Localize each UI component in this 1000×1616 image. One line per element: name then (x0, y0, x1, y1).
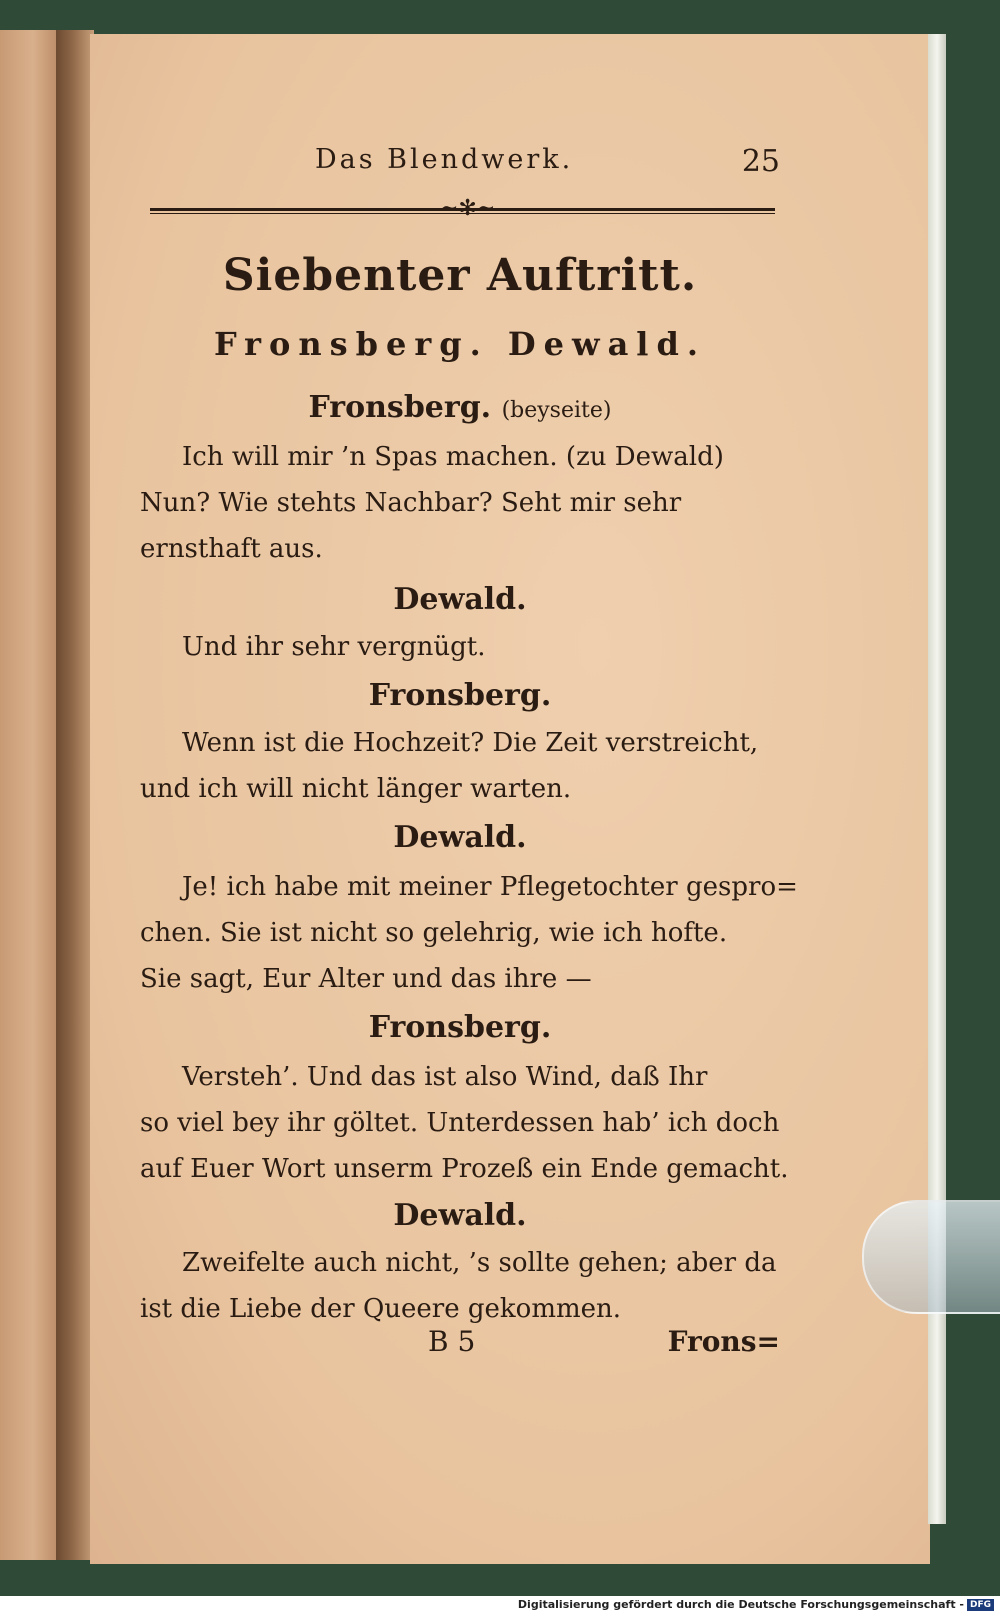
facing-page-edge (0, 30, 60, 1560)
stage-direction: (beyseite) (501, 398, 612, 423)
dialogue-line: Nun? Wie stehts Nachbar? Seht mir sehr (140, 488, 682, 518)
speaker-name (140, 390, 780, 425)
speaker-name: Dewald. (393, 1198, 527, 1233)
signature-mark: B 5 (428, 1325, 476, 1358)
dialogue-line: Je! ich habe mit meiner Pflegetochter gespro= (182, 872, 798, 902)
cast-list: Fronsberg. Dewald. (214, 325, 706, 363)
scanner-page-clip (862, 1200, 1000, 1314)
dialogue-line: ernsthaft aus. (140, 534, 323, 564)
speaker-name: Fronsberg. (368, 678, 552, 713)
dialogue-line: auf Euer Wort unserm Prozeß ein Ende gemacht. (140, 1154, 789, 1184)
credit-text: Digitalisierung gefördert durch die Deutsche Forschungsgemeinschaft - (517, 1598, 964, 1611)
dialogue-line: Und ihr sehr vergnügt. (182, 632, 486, 662)
running-head (140, 140, 780, 180)
digitization-credit (518, 1598, 994, 1611)
ornament-icon: ~✻~ (440, 196, 496, 221)
dialogue-line: Wenn ist die Hochzeit? Die Zeit verstreicht, (182, 728, 759, 758)
ornamental-rule (150, 196, 775, 221)
dialogue-line: Sie sagt, Eur Alter und das ihre — (140, 964, 592, 994)
dialogue-line: Versteh’. Und das ist also Wind, daß Ihr (182, 1062, 708, 1092)
book-gutter (56, 30, 94, 1560)
running-title: Das Blendwerk. (315, 144, 574, 175)
speaker-name: Dewald. (393, 582, 527, 617)
dialogue-line: Zweifelte auch nicht, ’s sollte gehen; aber da (182, 1248, 777, 1278)
dialogue-line: ist die Liebe der Queere gekommen. (140, 1294, 622, 1324)
dialogue-line: Ich will mir ’n Spas machen. (zu Dewald) (182, 442, 724, 472)
dialogue-line: so viel bey ihr göltet. Unterdessen hab’ ich doch (140, 1108, 780, 1138)
dfg-logo-icon: DFG (967, 1599, 994, 1611)
catchword: Frons= (667, 1325, 780, 1358)
scene-title: Siebenter Auftritt. (222, 250, 698, 301)
speaker-label: Fronsberg. (308, 390, 492, 425)
dialogue-line: chen. Sie ist nicht so gelehrig, wie ich hofte. (140, 918, 728, 948)
page-number: 25 (741, 144, 780, 179)
dialogue-line: und ich will nicht länger warten. (140, 774, 572, 804)
speaker-name: Fronsberg. (368, 1010, 552, 1045)
speaker-name: Dewald. (393, 820, 527, 855)
